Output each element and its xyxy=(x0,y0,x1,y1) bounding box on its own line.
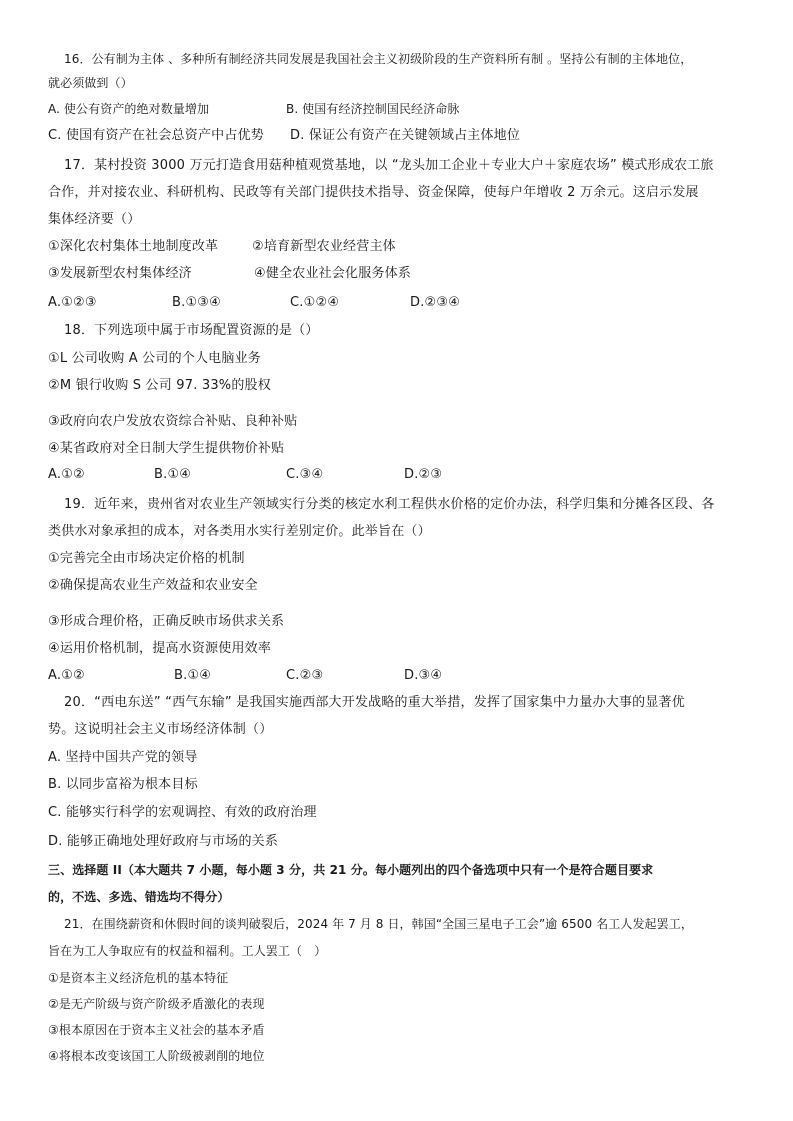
q18-item-4: ④某省政府对全日制大学生提供物价补贴 xyxy=(48,441,285,456)
q16-option-a: A. 使公有资产的绝对数量增加 xyxy=(48,102,210,116)
q16-stem-line-2: 就必须做到（） xyxy=(48,76,133,90)
q17-stem-line-3: 集体经济要（） xyxy=(48,212,141,227)
q17-item-3: ③发展新型农村集体经济 xyxy=(48,266,192,281)
q19-option-d: D.③④ xyxy=(404,668,443,683)
q18-option-d: D.②③ xyxy=(404,467,443,482)
section-3-heading-line-2: 的，不选、多选、错选均不得分） xyxy=(48,890,230,904)
q21-item-2: ②是无产阶级与资产阶级矛盾激化的表现 xyxy=(48,997,265,1011)
q20-option-c: C. 能够实行科学的宏观调控、有效的政府治理 xyxy=(48,805,317,820)
section-3-heading-line-1: 三、选择题 II（本大题共 7 小题，每小题 3 分，共 21 分。每小题列出的四个备选项中只有一个是符合题目要求 xyxy=(48,863,654,877)
q21-item-4: ④将根本改变该国工人阶级被剥削的地位 xyxy=(48,1049,265,1063)
q21-item-3: ③根本原因在于资本主义社会的基本矛盾 xyxy=(48,1023,265,1037)
q19-item-3: ③形成合理价格，正确反映市场供求关系 xyxy=(48,614,285,629)
q19-item-2: ②确保提高农业生产效益和农业安全 xyxy=(48,578,258,593)
q20-stem-line-2: 势。这说明社会主义市场经济体制（） xyxy=(48,722,273,737)
q19-item-4: ④运用价格机制，提高水资源使用效率 xyxy=(48,641,272,656)
q18-option-b: B.①④ xyxy=(154,467,192,482)
q16-option-c: C. 使国有资产在社会总资产中占优势 xyxy=(48,128,264,143)
q19-option-b: B.①④ xyxy=(174,668,212,683)
q18-option-c: C.③④ xyxy=(286,467,324,482)
q19-option-c: C.②③ xyxy=(286,668,324,683)
q20-stem-line-1: 20．“西电东送” “西气东输” 是我国实施西部大开发战略的重大举措，发挥了国家集中力量办大事的显著优 xyxy=(64,695,685,710)
q17-option-b: B.①③④ xyxy=(172,295,222,310)
q18-item-1: ①L 公司收购 A 公司的个人电脑业务 xyxy=(48,351,261,366)
q17-item-2: ②培育新型农业经营主体 xyxy=(252,239,396,254)
q17-item-4: ④健全农业社会化服务体系 xyxy=(254,266,412,281)
q19-stem-line-2: 类供水对象承担的成本，对各类用水实行差别定价。此举旨在（） xyxy=(48,524,431,539)
q17-option-d: D.②③④ xyxy=(410,295,461,310)
q19-item-1: ①完善完全由市场决定价格的机制 xyxy=(48,551,245,566)
q17-stem-line-2: 合作，并对接农业、科研机构、民政等有关部门提供技术指导、资金保障，使每户年增收 2 万余元。这启示发展 xyxy=(48,185,699,200)
q20-option-d: D. 能够正确地处理好政府与市场的关系 xyxy=(48,834,279,849)
q17-option-c: C.①②④ xyxy=(290,295,340,310)
q18-option-a: A.①② xyxy=(48,467,85,482)
q20-option-b: B. 以同步富裕为根本目标 xyxy=(48,777,198,792)
q16-option-d: D. 保证公有资产在关键领域占主体地位 xyxy=(290,128,521,143)
q18-stem: 18．下列选项中属于市场配置资源的是（） xyxy=(64,323,319,338)
q19-option-a: A.①② xyxy=(48,668,85,683)
q17-item-1: ①深化农村集体土地制度改革 xyxy=(48,239,219,254)
q16-option-b: B. 使国有经济控制国民经济命脉 xyxy=(286,102,460,116)
q19-stem-line-1: 19．近年来，贵州省对农业生产领域实行分类的核定水利工程供水价格的定价办法，科学归集和分摊各区段、各 xyxy=(64,497,715,512)
q18-item-2: ②M 银行收购 S 公司 97. 33%的股权 xyxy=(48,378,271,393)
q21-item-1: ①是资本主义经济危机的基本特征 xyxy=(48,971,229,985)
q21-stem-line-2: 旨在为工人争取应有的权益和福利。工人罢工（ ） xyxy=(48,944,327,958)
q21-stem-line-1: 21．在围绕薪资和休假时间的谈判破裂后，2024 年 7 月 8 日，韩国“全国三星电子工会”逾 6500 名工人发起罢工， xyxy=(64,917,693,931)
q20-option-a: A. 坚持中国共产党的领导 xyxy=(48,750,198,765)
q17-stem-line-1: 17．某村投资 3000 万元打造食用菇种植观赏基地，以 “龙头加工企业＋专业大户＋家庭农场” 模式形成农工旅 xyxy=(64,158,714,173)
q18-item-3: ③政府向农户发放农资综合补贴、良种补贴 xyxy=(48,414,298,429)
q17-option-a: A.①②③ xyxy=(48,295,97,310)
q16-stem-line-1: 16．公有制为主体 、多种所有制经济共同发展是我国社会主义初级阶段的生产资料所有制 。坚持公有制的主体地位， xyxy=(64,52,693,66)
